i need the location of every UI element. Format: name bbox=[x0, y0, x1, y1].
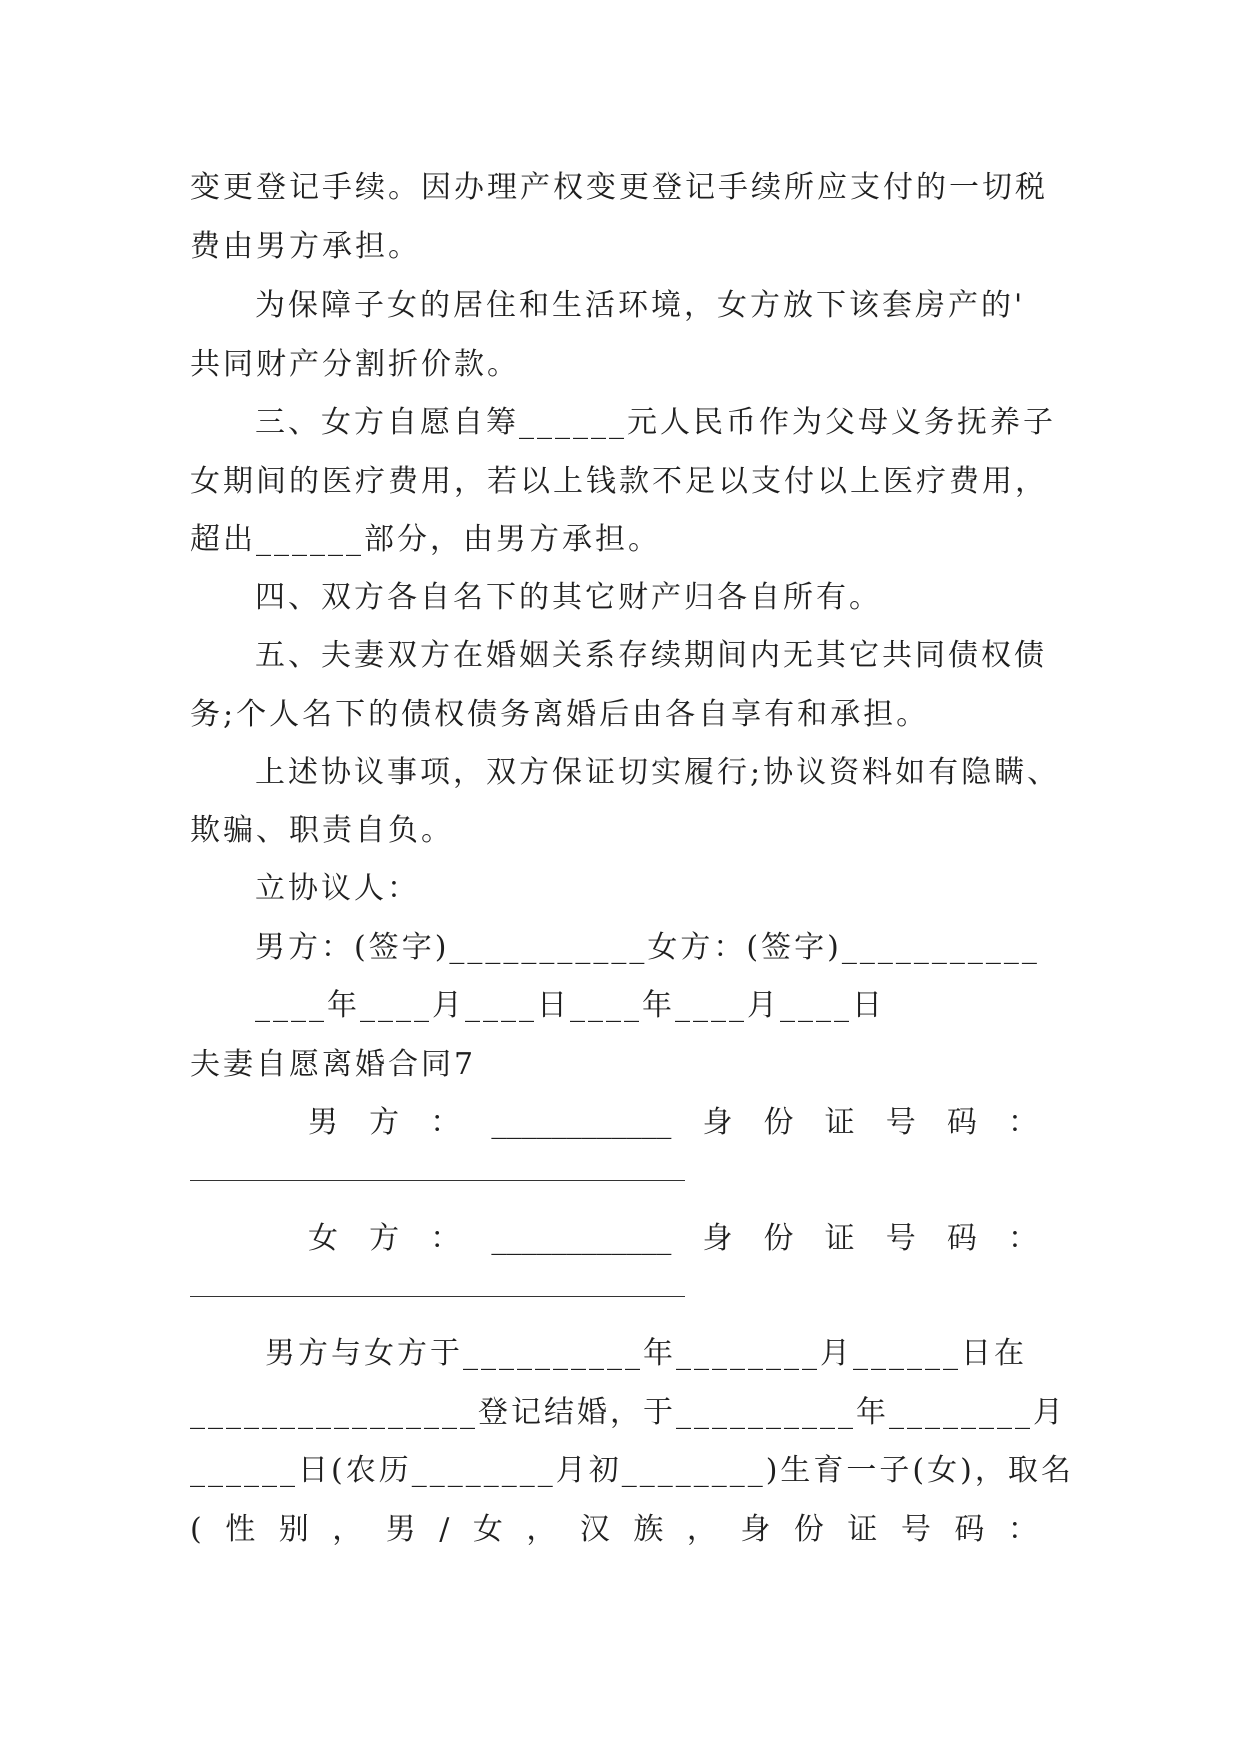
female-id-row-cell: ： bbox=[1007, 1221, 1038, 1256]
child-id-row-cell: ， bbox=[526, 1512, 557, 1547]
child-id-row-cell: 族 bbox=[633, 1512, 664, 1547]
male-id-row-blank: ____________ bbox=[491, 1105, 672, 1140]
child-id-row-cell: ( bbox=[190, 1512, 202, 1547]
text-line-1: 变更登记手续。因办理产权变更登记手续所应支付的一切税 bbox=[190, 170, 1048, 205]
child-id-row-cell: 汉 bbox=[579, 1512, 610, 1547]
female-id-row bbox=[308, 1221, 1038, 1257]
female-id-row-cell: 份 bbox=[763, 1221, 794, 1256]
text-line-2: 费由男方承担。 bbox=[190, 229, 421, 264]
child-id-row-cell: 女 bbox=[472, 1512, 503, 1547]
child-id-row-cell: 别 bbox=[278, 1512, 309, 1547]
marriage-line-1: 男方与女方于__________年________月______日在 bbox=[265, 1336, 1027, 1371]
section-title: 夫妻自愿离婚合同7 bbox=[190, 1047, 477, 1082]
female-id-row-cell: 身 bbox=[702, 1221, 733, 1256]
text-line-7: 超出______部分，由男方承担。 bbox=[190, 522, 661, 557]
signature-line: 男方：(签字)___________女方：(签字)___________ bbox=[255, 930, 1040, 965]
female-id-number-blank bbox=[190, 1296, 685, 1297]
male-id-row bbox=[308, 1105, 1038, 1141]
child-id-row-cell: ， bbox=[332, 1512, 363, 1547]
child-id-row-cell: / bbox=[439, 1512, 450, 1547]
female-id-row-blank: ____________ bbox=[491, 1221, 672, 1256]
marriage-line-2: ________________登记结婚，于__________年________月 bbox=[190, 1395, 1066, 1430]
text-line-4: 共同财产分割折价款。 bbox=[190, 347, 520, 382]
male-id-row-cell: 方 bbox=[369, 1105, 400, 1140]
female-id-row-cell: 女 bbox=[308, 1221, 338, 1256]
female-id-row-cell: 码 bbox=[946, 1221, 977, 1256]
male-id-row-cell: 身 bbox=[702, 1105, 733, 1140]
text-line-5: 三、女方自愿自筹______元人民币作为父母义务抚养子 bbox=[255, 405, 1056, 440]
text-line-3: 为保障子女的居住和生活环境，女方放下该套房产的' bbox=[255, 288, 1026, 323]
male-id-row-cell: 份 bbox=[763, 1105, 794, 1140]
male-id-row-cell: 码 bbox=[946, 1105, 977, 1140]
text-line-11: 上述协议事项，双方保证切实履行;协议资料如有隐瞒、 bbox=[255, 755, 1061, 790]
child-id-row-cell: 份 bbox=[793, 1512, 824, 1547]
child-id-row-cell: 性 bbox=[225, 1512, 256, 1547]
child-id-row-cell: 男 bbox=[385, 1512, 416, 1547]
male-id-row-cell: ： bbox=[1007, 1105, 1038, 1140]
female-id-row-cell: ： bbox=[430, 1221, 461, 1256]
child-id-row-cell: ， bbox=[686, 1512, 717, 1547]
male-id-row-cell: 男 bbox=[308, 1105, 338, 1140]
female-id-row-cell: 方 bbox=[369, 1221, 400, 1256]
text-line-6: 女期间的医疗费用，若以上钱款不足以支付以上医疗费用， bbox=[190, 464, 1048, 499]
child-id-row-cell: ： bbox=[1007, 1512, 1038, 1547]
child-id-row bbox=[190, 1512, 1038, 1548]
child-id-row-cell: 证 bbox=[847, 1512, 878, 1547]
female-id-row-cell: 号 bbox=[885, 1221, 916, 1256]
male-id-row-cell: ： bbox=[430, 1105, 461, 1140]
female-id-row-cell: 证 bbox=[824, 1221, 855, 1256]
text-line-9: 五、夫妻双方在婚姻关系存续期间内无其它共同债权债 bbox=[255, 638, 1047, 673]
child-id-row-cell: 身 bbox=[740, 1512, 771, 1547]
text-line-12: 欺骗、职责自负。 bbox=[190, 813, 454, 848]
child-id-row-cell: 号 bbox=[900, 1512, 931, 1547]
male-id-number-blank bbox=[190, 1180, 685, 1181]
male-id-row-cell: 证 bbox=[824, 1105, 855, 1140]
text-line-10: 务;个人名下的债权债务离婚后由各自享有和承担。 bbox=[190, 697, 930, 732]
text-line-13: 立协议人： bbox=[255, 871, 420, 906]
text-line-8: 四、双方各自名下的其它财产归各自所有。 bbox=[255, 580, 882, 615]
marriage-line-3: ______日(农历________月初________)生育一子(女)，取名 bbox=[190, 1453, 1074, 1488]
child-id-row-cell: 码 bbox=[954, 1512, 985, 1547]
date-line: ____年____月____日____年____月____日 bbox=[255, 988, 885, 1023]
male-id-row-cell: 号 bbox=[885, 1105, 916, 1140]
